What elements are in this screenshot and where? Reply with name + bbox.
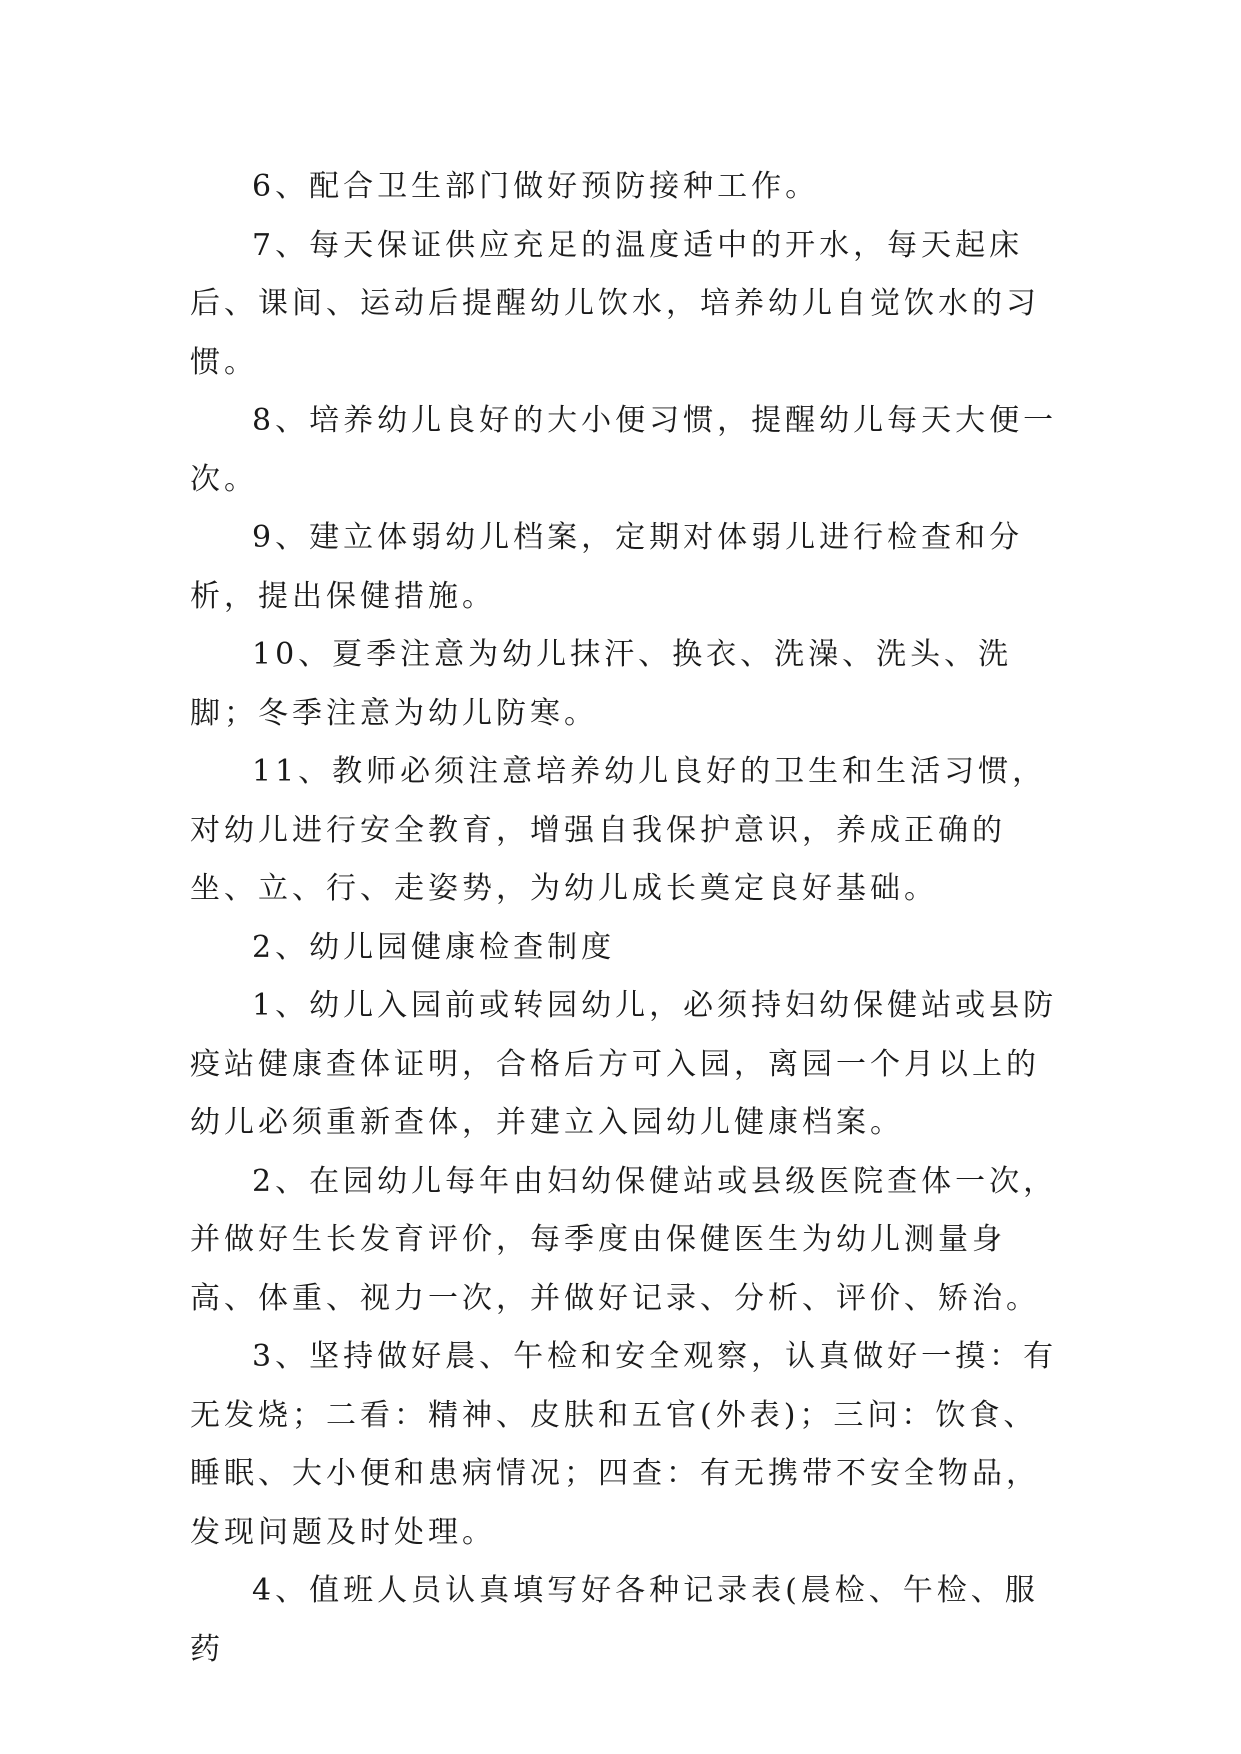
- paragraph-item-9: 9、建立体弱幼儿档案，定期对体弱儿进行检查和分析，提出保健措施。: [190, 520, 1024, 614]
- paragraph-item-10: 10、夏季注意为幼儿抹汗、换衣、洗澡、洗头、洗脚；冬季注意为幼儿防寒。: [190, 637, 1013, 731]
- paragraph-item-8: 8、培养幼儿良好的大小便习惯，提醒幼儿每天大便一次。: [190, 403, 1058, 497]
- paragraph-item-3: 3、坚持做好晨、午检和安全观察，认真做好一摸：有无发烧；二看：精神、皮肤和五官(外表)；三问：饮食、睡眠、大小便和患病情况；四查：有无携带不安全物品，发现问题及时处理。: [190, 1339, 1058, 1550]
- document-body: [190, 158, 1070, 1679]
- paragraph-item-1: 1、幼儿入园前或转园幼儿，必须持妇幼保健站或县防疫站健康查体证明，合格后方可入园，离园一个月以上的幼儿必须重新查体，并建立入园幼儿健康档案。: [190, 988, 1058, 1140]
- section-heading: 2、幼儿园健康检查制度: [252, 929, 616, 965]
- paragraph-item-4: 4、值班人员认真填写好各种记录表(晨检、午检、服药: [190, 1573, 1039, 1667]
- paragraph-item-11: 11、教师必须注意培养幼儿良好的卫生和生活习惯，对幼儿进行安全教育，增强自我保护意识，养成正确的坐、立、行、走姿势，为幼儿成长奠定良好基础。: [190, 754, 1047, 906]
- paragraph-item-2: 2、在园幼儿每年由妇幼保健站或县级医院查体一次，并做好生长发育评价，每季度由保健医生为幼儿测量身高、体重、视力一次，并做好记录、分析、评价、矫治。: [190, 1163, 1058, 1316]
- paragraph-item-7: 7、每天保证供应充足的温度适中的开水，每天起床后、课间、运动后提醒幼儿饮水，培养幼儿自觉饮水的习惯。: [190, 227, 1040, 380]
- paragraph-item-6: 6、配合卫生部门做好预防接种工作。: [252, 169, 820, 204]
